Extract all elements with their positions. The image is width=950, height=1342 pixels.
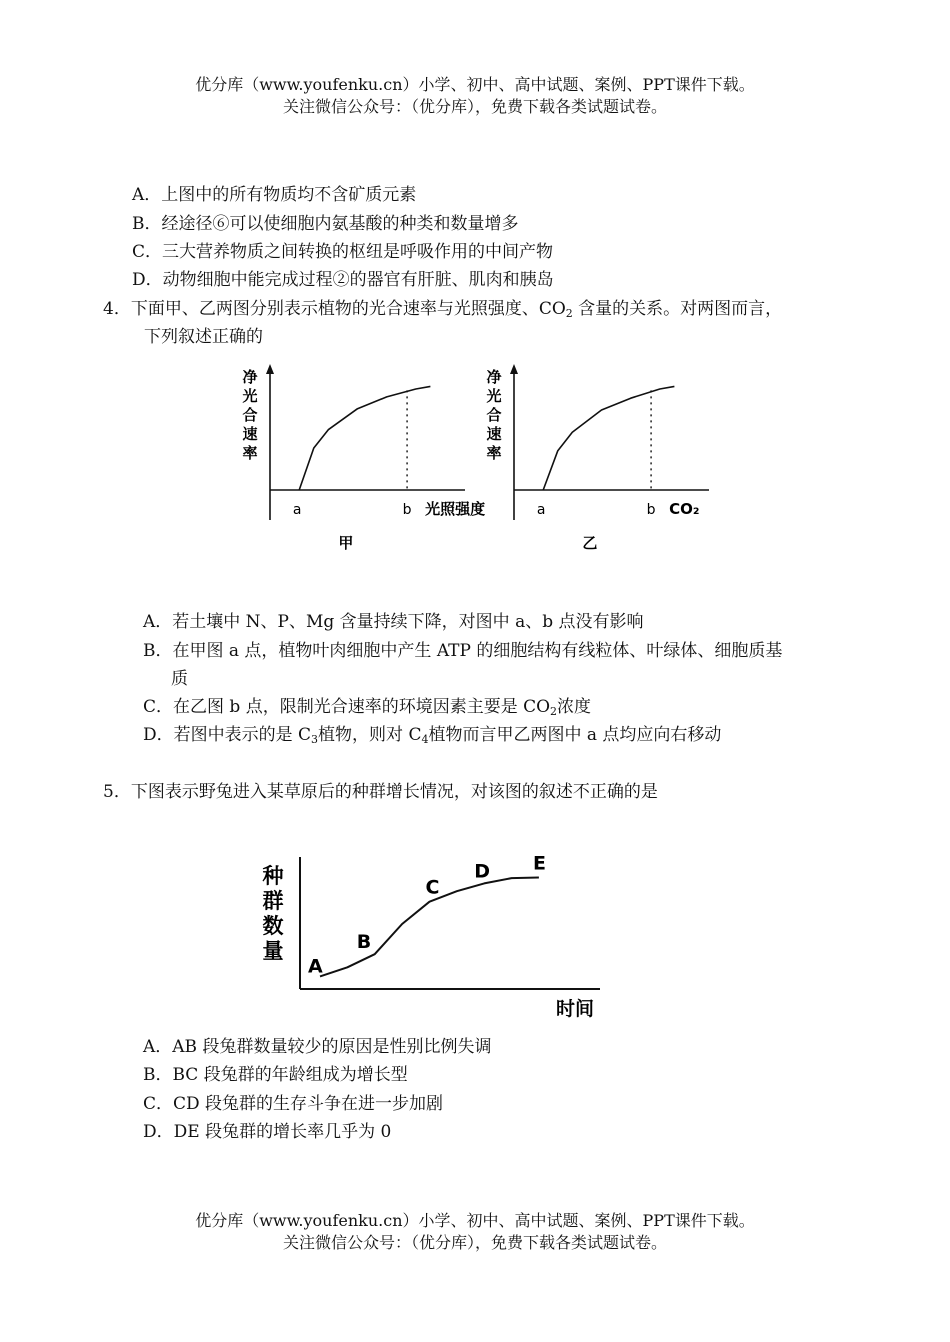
q5-option-b: B．BC 段兔群的年龄组成为增长型 <box>143 1065 408 1085</box>
point-label-b: B <box>356 931 372 954</box>
q4-option-d-sub1: 3 <box>311 733 319 746</box>
q3-option-d: D．动物细胞中能完成过程②的器官有肝脏、肌肉和胰岛 <box>132 270 554 290</box>
y-axis-label: 种群数量 <box>262 864 284 963</box>
chart-population-plot <box>263 852 601 1020</box>
x-axis-label: 光照强度 <box>425 500 486 518</box>
q4-option-d <box>143 723 721 747</box>
q4-stem-pre: 4．下面甲、乙两图分别表示植物的光合速率与光照强度、CO <box>103 299 566 319</box>
q5-option-c: C．CD 段兔群的生存斗争在进一步加剧 <box>143 1094 444 1114</box>
q4-option-b-cont: 质 <box>171 669 188 689</box>
x-tick-a: a <box>292 502 302 518</box>
chart-jia-plot <box>242 364 485 552</box>
footer-line-1: 优分库（www.youfenku.cn）小学、初中、高中试题、案例、PPT课件下载。 <box>195 1211 755 1230</box>
q4-option-c-sub: 2 <box>550 705 558 718</box>
chart-title: 甲 <box>338 534 354 552</box>
x-tick-a: a <box>536 502 546 518</box>
q3-option-a: A．上图中的所有物质均不含矿质元素 <box>132 185 417 205</box>
y-axis-label: 净光合速率 <box>242 368 258 462</box>
page-footer <box>0 1210 950 1254</box>
q4-option-a: A．若土壤中 N、P、Mg 含量持续下降，对图中 a、b 点没有影响 <box>143 612 644 632</box>
q4-option-c <box>143 695 591 719</box>
header-line-1: 优分库（www.youfenku.cn）小学、初中、高中试题、案例、PPT课件下载。 <box>195 75 755 94</box>
y-axis-arrow <box>266 364 274 374</box>
x-axis-label: CO₂ <box>669 500 700 518</box>
q4-option-d-mid: 植物，则对 C <box>318 725 422 745</box>
x-tick-b: b <box>646 502 656 518</box>
point-label-a: A <box>308 955 323 978</box>
page-header <box>0 74 950 118</box>
q4-option-d-post: 植物而言甲乙两图中 a 点均应向右移动 <box>428 725 722 745</box>
q4-option-d-sub2: 4 <box>421 733 429 746</box>
point-label-d: D <box>474 860 490 883</box>
q4-stem <box>103 297 782 321</box>
y-axis-label: 净光合速率 <box>486 368 502 462</box>
chart-title: 乙 <box>582 534 598 552</box>
q3-option-b: B．经途径⑥可以使细胞内氨基酸的种类和数量增多 <box>132 214 519 234</box>
q5-stem: 5．下图表示野兔进入某草原后的种群增长情况，对该图的叙述不正确的是 <box>103 782 658 802</box>
q3-option-c: C．三大营养物质之间转换的枢纽是呼吸作用的中间产物 <box>132 242 554 262</box>
chart-jia <box>240 362 486 557</box>
footer-line-2: 关注微信公众号：（优分库），免费下载各类试题试卷。 <box>282 1233 667 1252</box>
curve-line <box>543 386 674 490</box>
q5-option-d: D．DE 段兔群的增长率几乎为 0 <box>143 1122 392 1142</box>
q4-stem-post: 含量的关系。对两图而言， <box>572 299 783 319</box>
header-line-2: 关注微信公众号：（优分库），免费下载各类试题试卷。 <box>282 97 667 116</box>
q4-option-c-pre: C．在乙图 b 点，限制光合速率的环境因素主要是 CO <box>143 697 551 717</box>
q4-option-d-pre: D．若图中表示的是 C <box>143 725 312 745</box>
point-label-c: C <box>425 876 440 899</box>
q5-option-a: A．AB 段兔群数量较少的原因是性别比例失调 <box>143 1037 492 1057</box>
q4-option-c-post: 浓度 <box>557 697 592 717</box>
y-axis-arrow <box>510 364 518 374</box>
point-label-e: E <box>532 852 546 875</box>
x-tick-b: b <box>402 502 412 518</box>
q4-option-b: B．在甲图 a 点，植物叶肉细胞中产生 ATP 的细胞结构有线粒体、叶绿体、细胞质基 <box>143 641 783 661</box>
x-axis-label: 时间 <box>555 998 594 1020</box>
chart-population <box>255 852 625 1020</box>
chart-yi-plot <box>486 364 709 552</box>
q4-stem-line2: 下列叙述正确的 <box>144 327 263 347</box>
curve-line <box>299 386 430 490</box>
q4-stem-sub: 2 <box>565 307 573 320</box>
chart-yi <box>484 362 714 557</box>
